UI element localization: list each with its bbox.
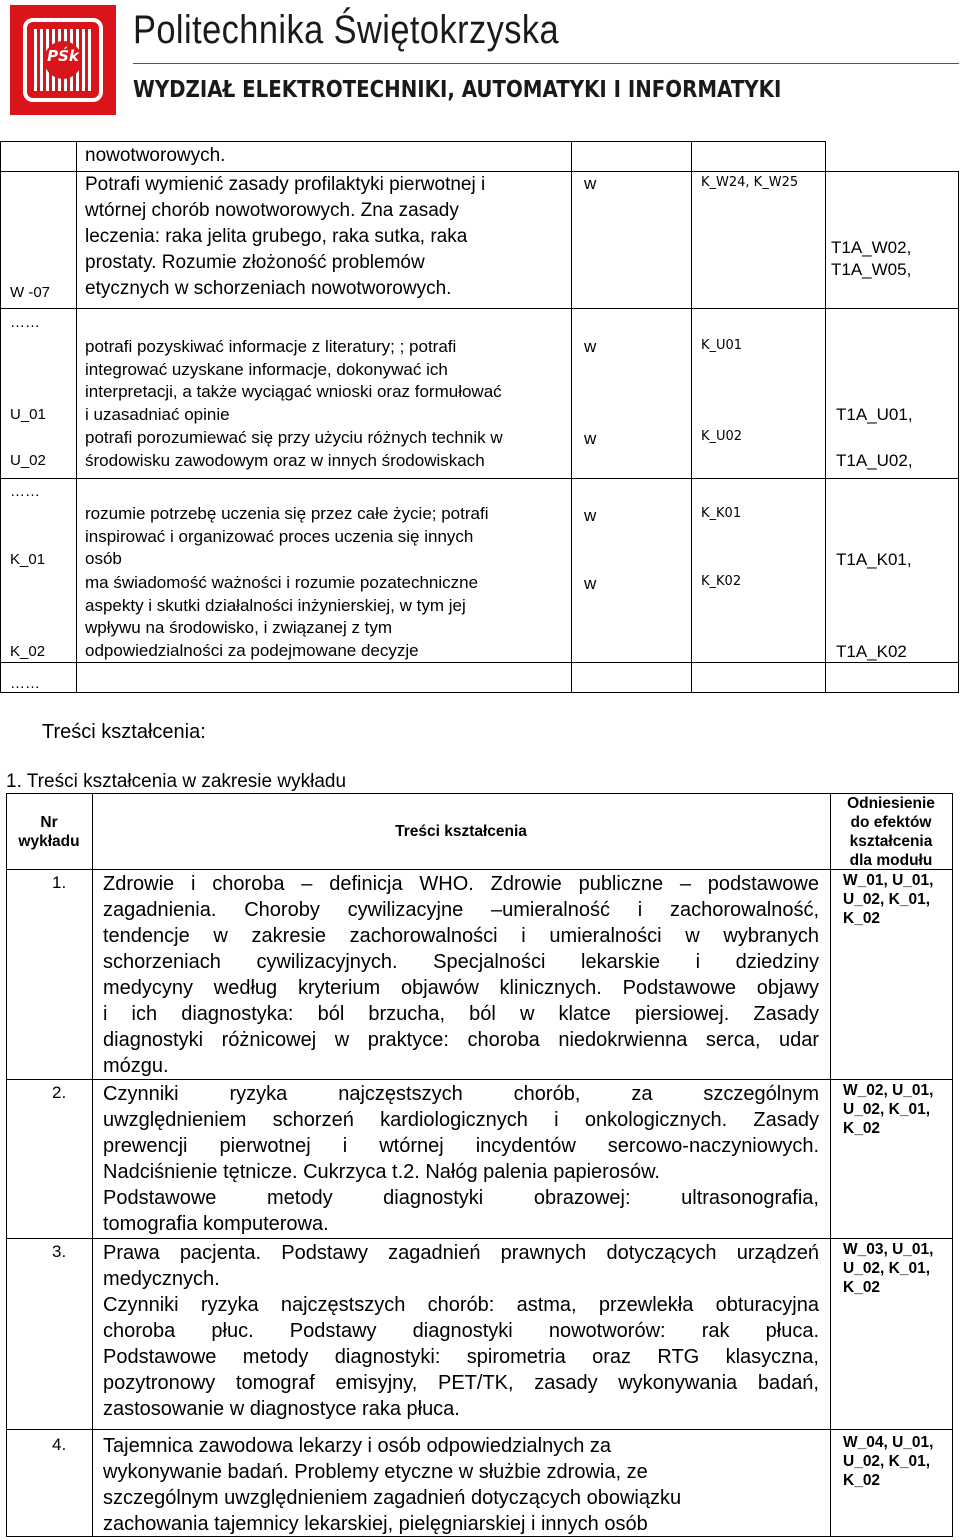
- lecture-outcome-refs: W_03, U_01, U_02, K_01, K_02: [843, 1241, 934, 1296]
- direction-outcome: K_K01: [701, 506, 742, 521]
- table-rule: [958, 171, 959, 693]
- outcome-code: U_01: [10, 406, 46, 423]
- direction-outcome: K_K02: [701, 574, 742, 589]
- placeholder-dots: ……: [10, 675, 40, 692]
- table-rule: [0, 308, 958, 309]
- table-rule: [825, 141, 826, 693]
- area-outcome: T1A_U02,: [836, 451, 913, 470]
- lecture-content: Zdrowie i choroba – definicja WHO. Zdrowie publiczne – podstawowe zagadnienia. Choroby cywilizacyjne –umieralność i zachorowalność, tendencje w zakresie zachorowalności i umieralności w wybranych schorzeniach cywilizacyjnych. Specjalności lekarskie i dziedziny medycyny według kryterium objawów klinicznych. Podstawowe objawy i ich diagnostyka: ból brzucha, ból w klatce piersiowej. Zasady diagnostyki różnicowej w praktyce: choroba niedokrwienna serca, udar mózgu.: [103, 873, 819, 1077]
- area-outcome: T1A_W02, T1A_W05,: [831, 238, 912, 279]
- table-rule: [76, 141, 77, 693]
- table-rule: [6, 793, 7, 1537]
- lecture-number: 4.: [52, 1435, 67, 1454]
- area-outcome: T1A_U01,: [836, 405, 913, 424]
- outcome-type: w: [584, 174, 597, 193]
- column-header-nr: Nr wykładu: [18, 814, 80, 850]
- column-header-reference: Odniesienie do efektów kształcenia dla modułu: [847, 795, 935, 869]
- outcome-type: w: [584, 337, 597, 356]
- outcome-code: K_02: [10, 643, 46, 660]
- table-rule: [571, 141, 572, 693]
- column-header-content: Treści kształcenia: [395, 823, 527, 840]
- lecture-content: Tajemnica zawodowa lekarzy i osób odpowiedzialnych za wykonywanie badań. Problemy etyczne w służbie zdrowia, ze szczególnym uwzględnieniem zagadnień dotyczących obowiązku zachowania tajemnicy lekarskiej, pielęgniarskiej i innych osób: [103, 1435, 682, 1535]
- outcome-code: U_02: [10, 452, 46, 469]
- outcome-code: K_01: [10, 551, 46, 568]
- table-rule: [0, 141, 825, 142]
- lecture-number: 1.: [52, 873, 67, 892]
- section-heading: Treści kształcenia:: [42, 721, 206, 743]
- outcome-description: Potrafi wymienić zasady profilaktyki pierwotnej i wtórnej chorób nowotworowych. Zna zasady leczenia: raka jelita grubego, raka sutka, raka prostaty. Rozumie złożoność problemów etycznych w schorzeniach nowotworowych.: [85, 174, 486, 299]
- outcome-description: rozumie potrzebę uczenia się przez całe życie; potrafi inspirować i organizować proces uczenia się innych osób: [85, 504, 489, 568]
- table-rule: [0, 662, 958, 663]
- placeholder-dots: ……: [10, 314, 40, 331]
- outcome-code: W -07: [10, 284, 51, 301]
- outcome-description: potrafi porozumiewać się przy użyciu różnych technik w środowisku zawodowym oraz w innych środowiskach: [85, 428, 503, 470]
- table-rule: [6, 1079, 952, 1080]
- table-rule: [691, 141, 692, 693]
- outcome-type: w: [584, 506, 597, 525]
- direction-outcome: K_W24, K_W25: [701, 175, 799, 190]
- outcome-type: w: [584, 574, 597, 593]
- faculty-name: WYDZIAŁ ELEKTROTECHNIKI, AUTOMATYKI I INFORMATYKI: [133, 77, 782, 103]
- lecture-content: Prawa pacjenta. Podstawy zagadnień prawnych dotyczących urządzeń medycznych. Czynniki ryzyka najczęstszych chorób: astma, przewlekła obturacyjna choroba płuc. Podstawy diagnostyki nowotworów: rak płuca. Podstawowe metody diagnostyki: spirometria oraz RTG klasyczna, pozytronowy tomograf emisyjny, PET/TK, zasady wykonywania badań, zastosowanie w diagnostyce raka płuca.: [103, 1242, 819, 1420]
- university-logo: [10, 5, 116, 115]
- table-rule: [0, 478, 958, 479]
- table-rule: [952, 793, 953, 1537]
- direction-outcome: K_U01: [701, 338, 743, 353]
- table-rule: [6, 869, 952, 870]
- outcome-description: potrafi pozyskiwać informacje z literatury; ; potrafi integrować uzyskane informacje, dokonywać ich interpretacji, a także wyciągać wnioski oraz formułować i uzasadniać opinie: [85, 337, 502, 424]
- lecture-outcome-refs: W_04, U_01, U_02, K_01, K_02: [843, 1434, 934, 1489]
- area-outcome: T1A_K01,: [836, 550, 912, 569]
- header-divider: [133, 63, 959, 64]
- direction-outcome: K_U02: [701, 429, 743, 444]
- table-rule: [6, 1238, 952, 1239]
- logo-monogram: PŚk: [47, 47, 79, 65]
- lecture-number: 2.: [52, 1083, 67, 1102]
- university-name: Politechnika Świętokrzyska: [133, 8, 560, 52]
- outcome-type: w: [584, 429, 597, 448]
- table-rule: [6, 1429, 952, 1430]
- continued-text: nowotworowych.: [85, 145, 226, 166]
- outcome-description: ma świadomość ważności i rozumie pozatechniczne aspekty i skutki działalności inżynierskiej, w tym jej wpływu na środowisko, i związanej z tym odpowiedzialności za podejmowane decyzje: [85, 573, 479, 660]
- table-rule: [0, 692, 958, 693]
- lecture-number: 3.: [52, 1242, 67, 1261]
- area-outcome: T1A_K02: [836, 642, 907, 661]
- table-rule: [92, 793, 93, 1537]
- table-rule: [0, 141, 1, 693]
- lecture-content: Czynniki ryzyka najczęstszych chorób, za szczególnym uwzględnieniem schorzeń kardiologicznych i onkologicznych. Zasady prewencji pierwotnej i wtórnej incydentów sercowo-naczyniowych. Nadciśnienie tętnicze. Cukrzyca t.2. Nałóg palenia papierosów. Podstawowe metody diagnostyki obrazowej: ultrasonografia, tomografia komputerowa.: [103, 1083, 819, 1235]
- placeholder-dots: ……: [10, 483, 40, 500]
- lecture-outcome-refs: W_01, U_01, U_02, K_01, K_02: [843, 872, 934, 927]
- subsection-heading: 1. Treści kształcenia w zakresie wykładu: [6, 771, 347, 792]
- table-rule: [6, 793, 952, 794]
- table-rule: [830, 793, 831, 1537]
- lecture-outcome-refs: W_02, U_01, U_02, K_01, K_02: [843, 1082, 934, 1137]
